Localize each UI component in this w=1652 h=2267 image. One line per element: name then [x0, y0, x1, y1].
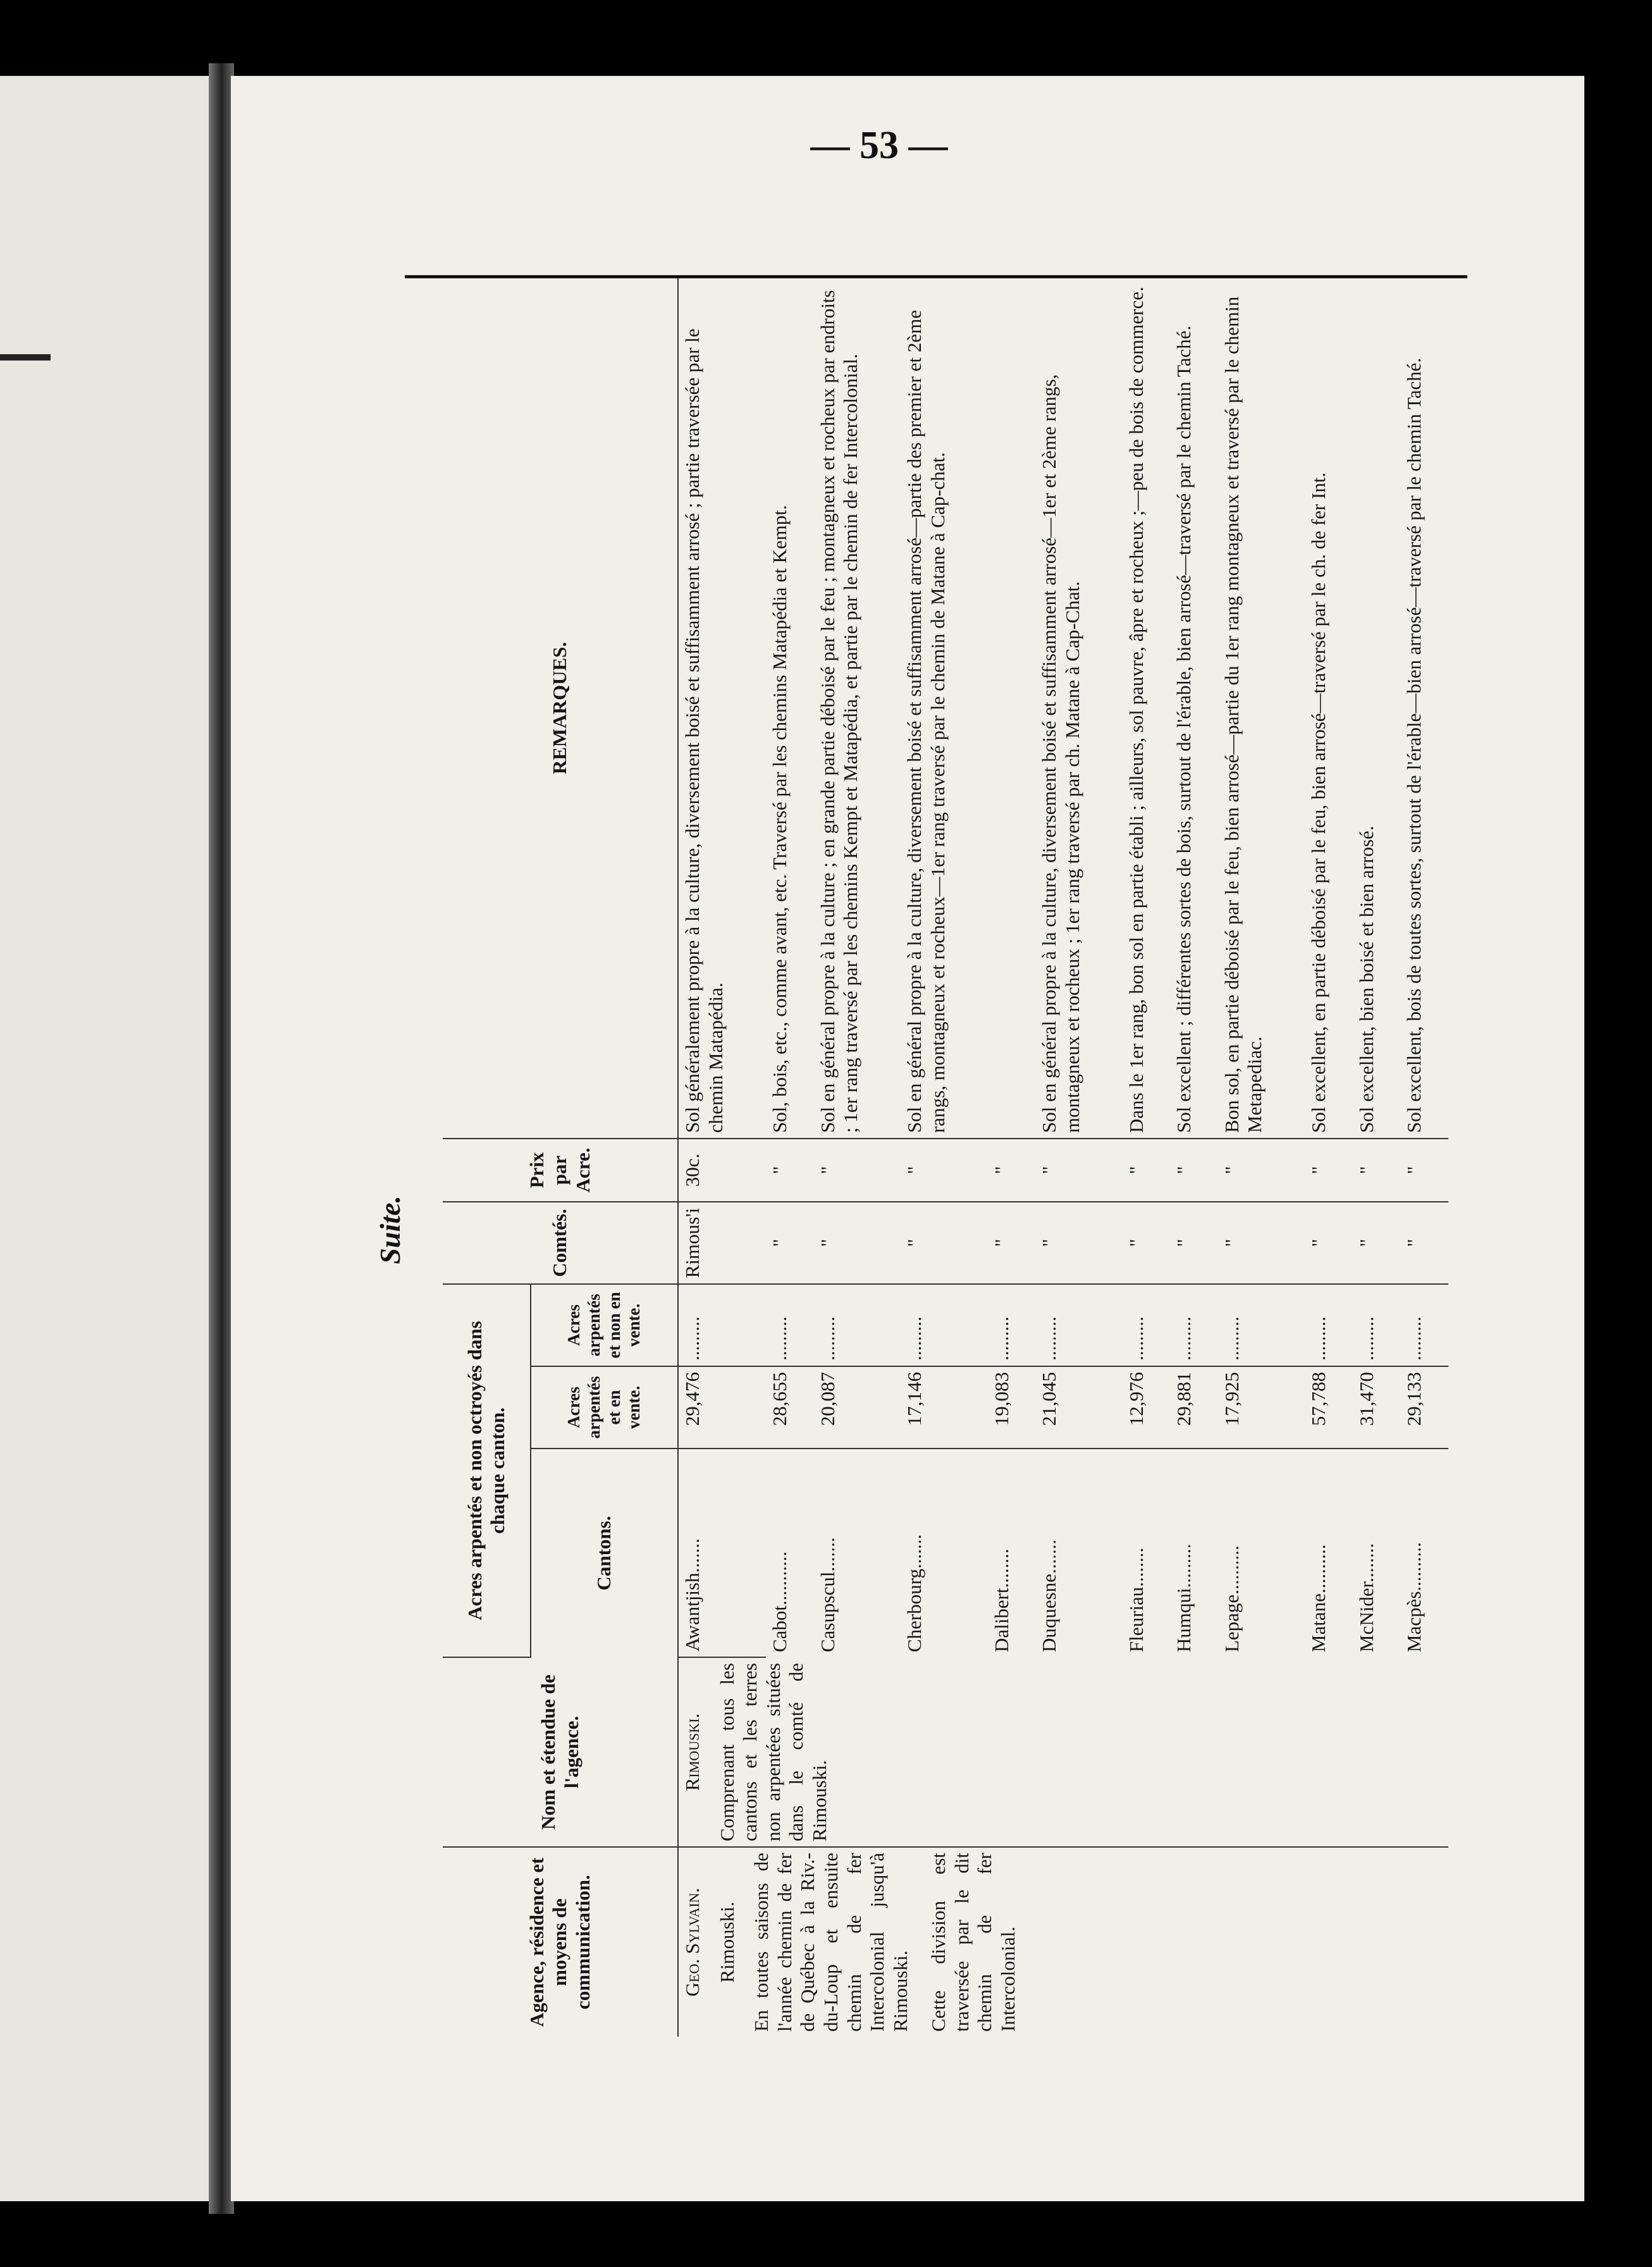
book-gutter	[209, 63, 234, 2214]
remarques	[988, 278, 1036, 1139]
acres-vente: 20,087	[814, 1366, 901, 1449]
prix: "	[766, 1139, 814, 1202]
canton-name: Cherbourg.......	[903, 1534, 926, 1652]
header-remarques: REMARQUES.	[443, 278, 678, 1139]
header-acres-non-vente: Acres arpentés et non en vente.	[531, 1284, 678, 1366]
comte: "	[1218, 1202, 1305, 1284]
prix: "	[1305, 1139, 1353, 1202]
comte: "	[901, 1202, 988, 1284]
header-nom: Nom et étendue de l'agence.	[443, 1657, 678, 1847]
remarques: Sol excellent ; différentes sortes de bois, surtout de l'érable, bien arrosé—traversé par le chemin Taché.	[1170, 278, 1218, 1139]
prix: "	[1400, 1139, 1448, 1202]
header-prix: Prix par Acre.	[443, 1139, 678, 1202]
canton-name: Casupscul.......	[816, 1537, 839, 1652]
comte: "	[1035, 1202, 1123, 1284]
canton-name: Dalibert........	[990, 1548, 1013, 1652]
left-page	[0, 76, 228, 2201]
acres-non-vente: .........	[766, 1284, 814, 1366]
acres-non-vente: .........	[814, 1284, 901, 1366]
acres-vente: 57,788	[1305, 1366, 1353, 1449]
acres-non-vente: .........	[1353, 1284, 1401, 1366]
remarques: Dans le 1er rang, bon sol en partie établi ; ailleurs, sol pauvre, âpre et rocheux ;—peu de bois de commerce.	[1123, 278, 1171, 1139]
agency-extent: Comprenant tous les cantons et les terres non arpentées situées dans le comté de Rimouski.	[715, 1663, 830, 1841]
acres-vente: 19,083	[988, 1366, 1036, 1449]
acres-non-vente: .........	[1170, 1284, 1218, 1366]
acres-vente: 29,476	[678, 1366, 766, 1449]
canton-name: McNider........	[1355, 1543, 1378, 1652]
nom-cell	[678, 1657, 1448, 1847]
comte: "	[766, 1202, 814, 1284]
running-head: Suite.	[374, 1195, 406, 1264]
header-acres-group: Acres arpentés et non octroyés dans chaque canton.	[443, 1284, 531, 1657]
header-cantons: Cantons.	[531, 1449, 678, 1657]
remarques: Sol excellent, bois de toutes sortes, surtout de l'érable—bien arrosé—traversé par le chemin Taché.	[1400, 278, 1448, 1139]
acres-vente: 17,146	[901, 1366, 988, 1449]
comte: "	[1170, 1202, 1218, 1284]
acres-non-vente: .........	[1400, 1284, 1448, 1366]
page-mark	[0, 354, 51, 361]
comte: "	[1123, 1202, 1171, 1284]
canton-name: Matane..........	[1307, 1544, 1330, 1652]
comte: "	[1305, 1202, 1353, 1284]
remarques: Sol généralement propre à la culture, diversement boisé et suffisamment arrosé ; partie traversée par le chemin Matapédia.	[678, 278, 766, 1139]
prix: "	[1170, 1139, 1218, 1202]
comte: "	[1353, 1202, 1401, 1284]
canton-name: Duquesne.......	[1038, 1539, 1061, 1652]
prix: 30c.	[678, 1139, 766, 1202]
agence-cell	[678, 1847, 1448, 2037]
remarques: Sol excellent, en partie déboisé par le feu, bien arrosé—traversé par le ch. de fer Int.	[1305, 278, 1353, 1139]
acres-non-vente: .........	[1035, 1284, 1123, 1366]
comte: "	[988, 1202, 1036, 1284]
acres-non-vente: .........	[678, 1284, 766, 1366]
comte: Rimous'i	[678, 1202, 766, 1284]
prix: "	[814, 1139, 901, 1202]
remarques: Sol en général propre à la culture, diversement boisé et suffisamment arrosé—1er et 2ème rangs, montagneux et rocheux ; 1er rang traversé par ch. Matane à Cap-Chat.	[1035, 278, 1123, 1139]
agent-name: Geo. Sylvain.	[681, 1887, 704, 1997]
acres-non-vente: .........	[988, 1284, 1036, 1366]
comte: "	[814, 1202, 901, 1284]
acres-vente: 28,655	[766, 1366, 814, 1449]
prix: "	[1353, 1139, 1401, 1202]
acres-vente: 29,881	[1170, 1366, 1218, 1449]
page-number: — 53 —	[810, 124, 948, 167]
prix: "	[1035, 1139, 1123, 1202]
acres-vente: 29,133	[1400, 1366, 1448, 1449]
acres-non-vente: .........	[1123, 1284, 1171, 1366]
acres-vente: 31,470	[1353, 1366, 1401, 1449]
remarques: Sol en général propre à la culture, diversement boisé et suffisamment arrosé—partie des premier et 2ème rangs, montagneux et rocheux—1er rang traversé par le chemin de Matane à Cap-chat.	[901, 278, 988, 1139]
header-agence: Agence, résidence et moyens de communication.	[443, 1847, 678, 2037]
acres-non-vente: .........	[901, 1284, 988, 1366]
acres-vente: 21,045	[1035, 1366, 1123, 1449]
table-row	[678, 278, 766, 2037]
remarques: Sol en général propre à la culture ; en grande partie déboisé par le feu ; montagneux et rocheux par endroits ; 1er rang traversé par les chemins Kempt et Matapédia, et partie par le chemin de fer Intercolonial.	[814, 278, 901, 1139]
canton-name: Lepage..........	[1220, 1545, 1243, 1652]
remarques: Sol, bois, etc., comme avant, etc. Traversé par les chemins Matapédia et Kempt.	[766, 278, 814, 1139]
agent-moyens: En toutes saisons de l'année chemin de fer de Québec à la Riv.-du-Loup et ensuite chemin de fer Intercolonial jusqu'à Rimouski.	[750, 1853, 911, 2032]
prix: "	[901, 1139, 988, 1202]
acres-non-vente: .........	[1218, 1284, 1305, 1366]
agent-residence: Rimouski.	[715, 1901, 738, 1983]
canton-name: Fleuriau........	[1125, 1547, 1147, 1652]
canton-name: Humqui.........	[1173, 1543, 1195, 1652]
header-acres-vente: Acres arpentés et en vente.	[531, 1366, 678, 1449]
canton-name: Macpès..........	[1403, 1542, 1426, 1652]
remarques: Sol excellent, bien boisé et bien arrosé.	[1353, 278, 1401, 1139]
header-comtes: Comtés.	[443, 1202, 678, 1284]
acres-vente: 12,976	[1123, 1366, 1171, 1449]
canton-name: Cabot...........	[768, 1551, 791, 1652]
rotated-table-container	[443, 278, 1448, 2037]
comte: "	[1400, 1202, 1448, 1284]
canton-name: Awantjish.......	[678, 1449, 766, 1657]
prix: "	[1123, 1139, 1171, 1202]
remarques: Bon sol, en partie déboisé par le feu, bien arrosé—partie du 1er rang montagneux et traversé par le chemin Metapediac.	[1218, 278, 1305, 1139]
agency-land-table	[443, 278, 1448, 2037]
acres-vente: 17,925	[1218, 1366, 1305, 1449]
prix: "	[1218, 1139, 1305, 1202]
agent-division: Cette division est traversée par le dit chemin de fer Intercolonial.	[927, 1853, 1019, 2032]
acres-non-vente: .........	[1305, 1284, 1353, 1366]
agency-title: Rimouski.	[681, 1713, 704, 1791]
prix: "	[988, 1139, 1036, 1202]
